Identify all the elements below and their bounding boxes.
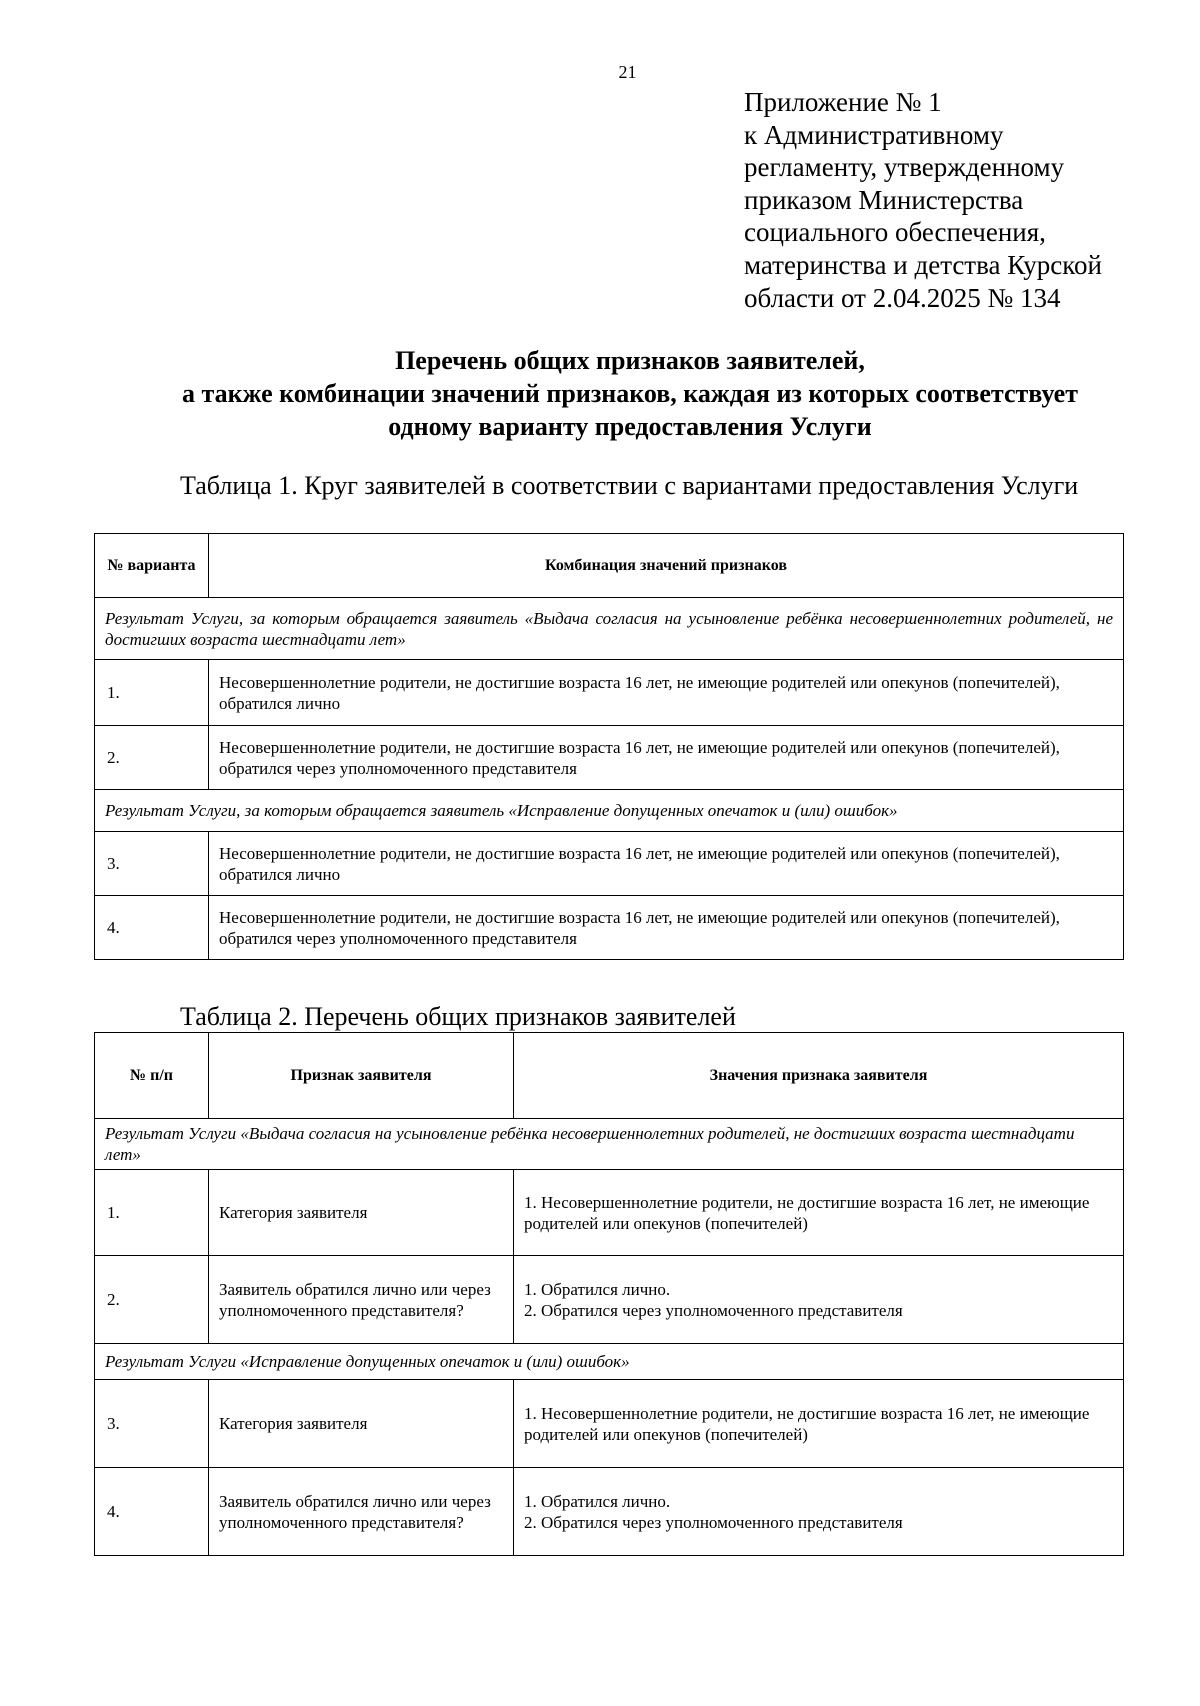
title-line: а также комбинации значений признаков, каждая из которых соответствует	[182, 379, 1078, 408]
feature-value-line: 1. Несовершеннолетние родители, не достигшие возраста 16 лет, не имеющие родителей или опекунов (попечителей)	[524, 1192, 1090, 1233]
variant-number: 2.	[95, 726, 209, 790]
feature-value-line: 2. Обратился через уполномоченного представителя	[524, 1512, 903, 1532]
feature-values	[514, 1380, 1124, 1468]
feature-name: Категория заявителя	[209, 1170, 514, 1256]
appendix-line: приказом Министерства	[744, 184, 1024, 215]
feature-value-line: 2. Обратился через уполномоченного представителя	[524, 1300, 903, 1320]
result-row	[95, 1344, 1124, 1380]
result-description: Результат Услуги «Исправление допущенных опечаток и (или) ошибок»	[95, 1344, 1124, 1380]
table2-caption: Таблица 2. Перечень общих признаков заявителей	[180, 1002, 736, 1031]
feature-name: Заявитель обратился лично или через уполномоченного представителя?	[209, 1256, 514, 1344]
table-row	[95, 1380, 1124, 1468]
header-number: № п/п	[95, 1033, 209, 1119]
result-description: Результат Услуги, за которым обращается заявитель «Выдача согласия на усыновление ребёнка несовершеннолетних родителей, не достигших возраста шестнадцати лет»	[95, 598, 1124, 660]
table-header-row	[95, 1033, 1124, 1119]
appendix-line: материнства и детства Курской	[744, 249, 1102, 280]
page-number: 21	[618, 62, 637, 82]
feature-values	[514, 1468, 1124, 1556]
appendix-line: области от 2.04.2025 № 134	[744, 282, 1061, 313]
table-row	[95, 896, 1124, 960]
table-row	[95, 660, 1124, 726]
result-row	[95, 598, 1124, 660]
feature-number: 2.	[95, 1256, 209, 1344]
title-line: Перечень общих признаков заявителей,	[395, 346, 865, 375]
feature-value-line: 1. Обратился лично.	[524, 1279, 671, 1299]
result-description: Результат Услуги «Выдача согласия на усыновление ребёнка несовершеннолетних родителей, не достигших возраста шестнадцати лет»	[95, 1119, 1124, 1170]
variant-combination: Несовершеннолетние родители, не достигшие возраста 16 лет, не имеющие родителей или опекунов (попечителей), обратился через уполномоченного представителя	[209, 726, 1124, 790]
header-feature: Признак заявителя	[209, 1033, 514, 1119]
feature-name: Категория заявителя	[209, 1380, 514, 1468]
feature-value-line: 1. Несовершеннолетние родители, не достигшие возраста 16 лет, не имеющие родителей или опекунов (попечителей)	[524, 1403, 1090, 1444]
feature-value-line: 1. Обратился лично.	[524, 1491, 671, 1511]
appendix-line: к Административному	[744, 119, 1004, 150]
appendix-line: регламенту, утвержденному	[744, 152, 1065, 183]
variant-number: 3.	[95, 832, 209, 896]
feature-number: 4.	[95, 1468, 209, 1556]
feature-number: 1.	[95, 1170, 209, 1256]
table-header-row	[95, 534, 1124, 598]
header-combination: Комбинация значений признаков	[209, 534, 1124, 598]
table-row	[95, 726, 1124, 790]
table1-caption: Таблица 1. Круг заявителей в соответствии с вариантами предоставления Услуги	[180, 471, 1079, 500]
result-description: Результат Услуги, за которым обращается заявитель «Исправление допущенных опечаток и (или) ошибок»	[95, 790, 1124, 832]
table-row	[95, 832, 1124, 896]
variant-combination: Несовершеннолетние родители, не достигшие возраста 16 лет, не имеющие родителей или опекунов (попечителей), обратился лично	[209, 660, 1124, 726]
header-variant-number: № варианта	[95, 534, 209, 598]
feature-name: Заявитель обратился лично или через уполномоченного представителя?	[209, 1468, 514, 1556]
variant-number: 4.	[95, 896, 209, 960]
table-row	[95, 1256, 1124, 1344]
feature-values	[514, 1170, 1124, 1256]
table-applicant-features	[94, 1032, 1124, 1556]
appendix-line: Приложение № 1	[744, 87, 942, 117]
document-title	[60, 344, 1200, 443]
feature-values	[514, 1256, 1124, 1344]
variant-combination: Несовершеннолетние родители, не достигшие возраста 16 лет, не имеющие родителей или опекунов (попечителей), обратился через уполномоченного представителя	[209, 896, 1124, 960]
appendix-line: социального обеспечения,	[744, 217, 1046, 248]
variant-combination: Несовершеннолетние родители, не достигшие возраста 16 лет, не имеющие родителей или опекунов (попечителей), обратился лично	[209, 832, 1124, 896]
result-row	[95, 790, 1124, 832]
variant-number: 1.	[95, 660, 209, 726]
appendix-reference	[744, 86, 1102, 314]
result-row	[95, 1119, 1124, 1170]
table-row	[95, 1170, 1124, 1256]
table-applicant-variants	[94, 533, 1124, 960]
feature-number: 3.	[95, 1380, 209, 1468]
title-line: одному варианту предоставления Услуги	[388, 412, 872, 441]
table-row	[95, 1468, 1124, 1556]
header-values: Значения признака заявителя	[514, 1033, 1124, 1119]
